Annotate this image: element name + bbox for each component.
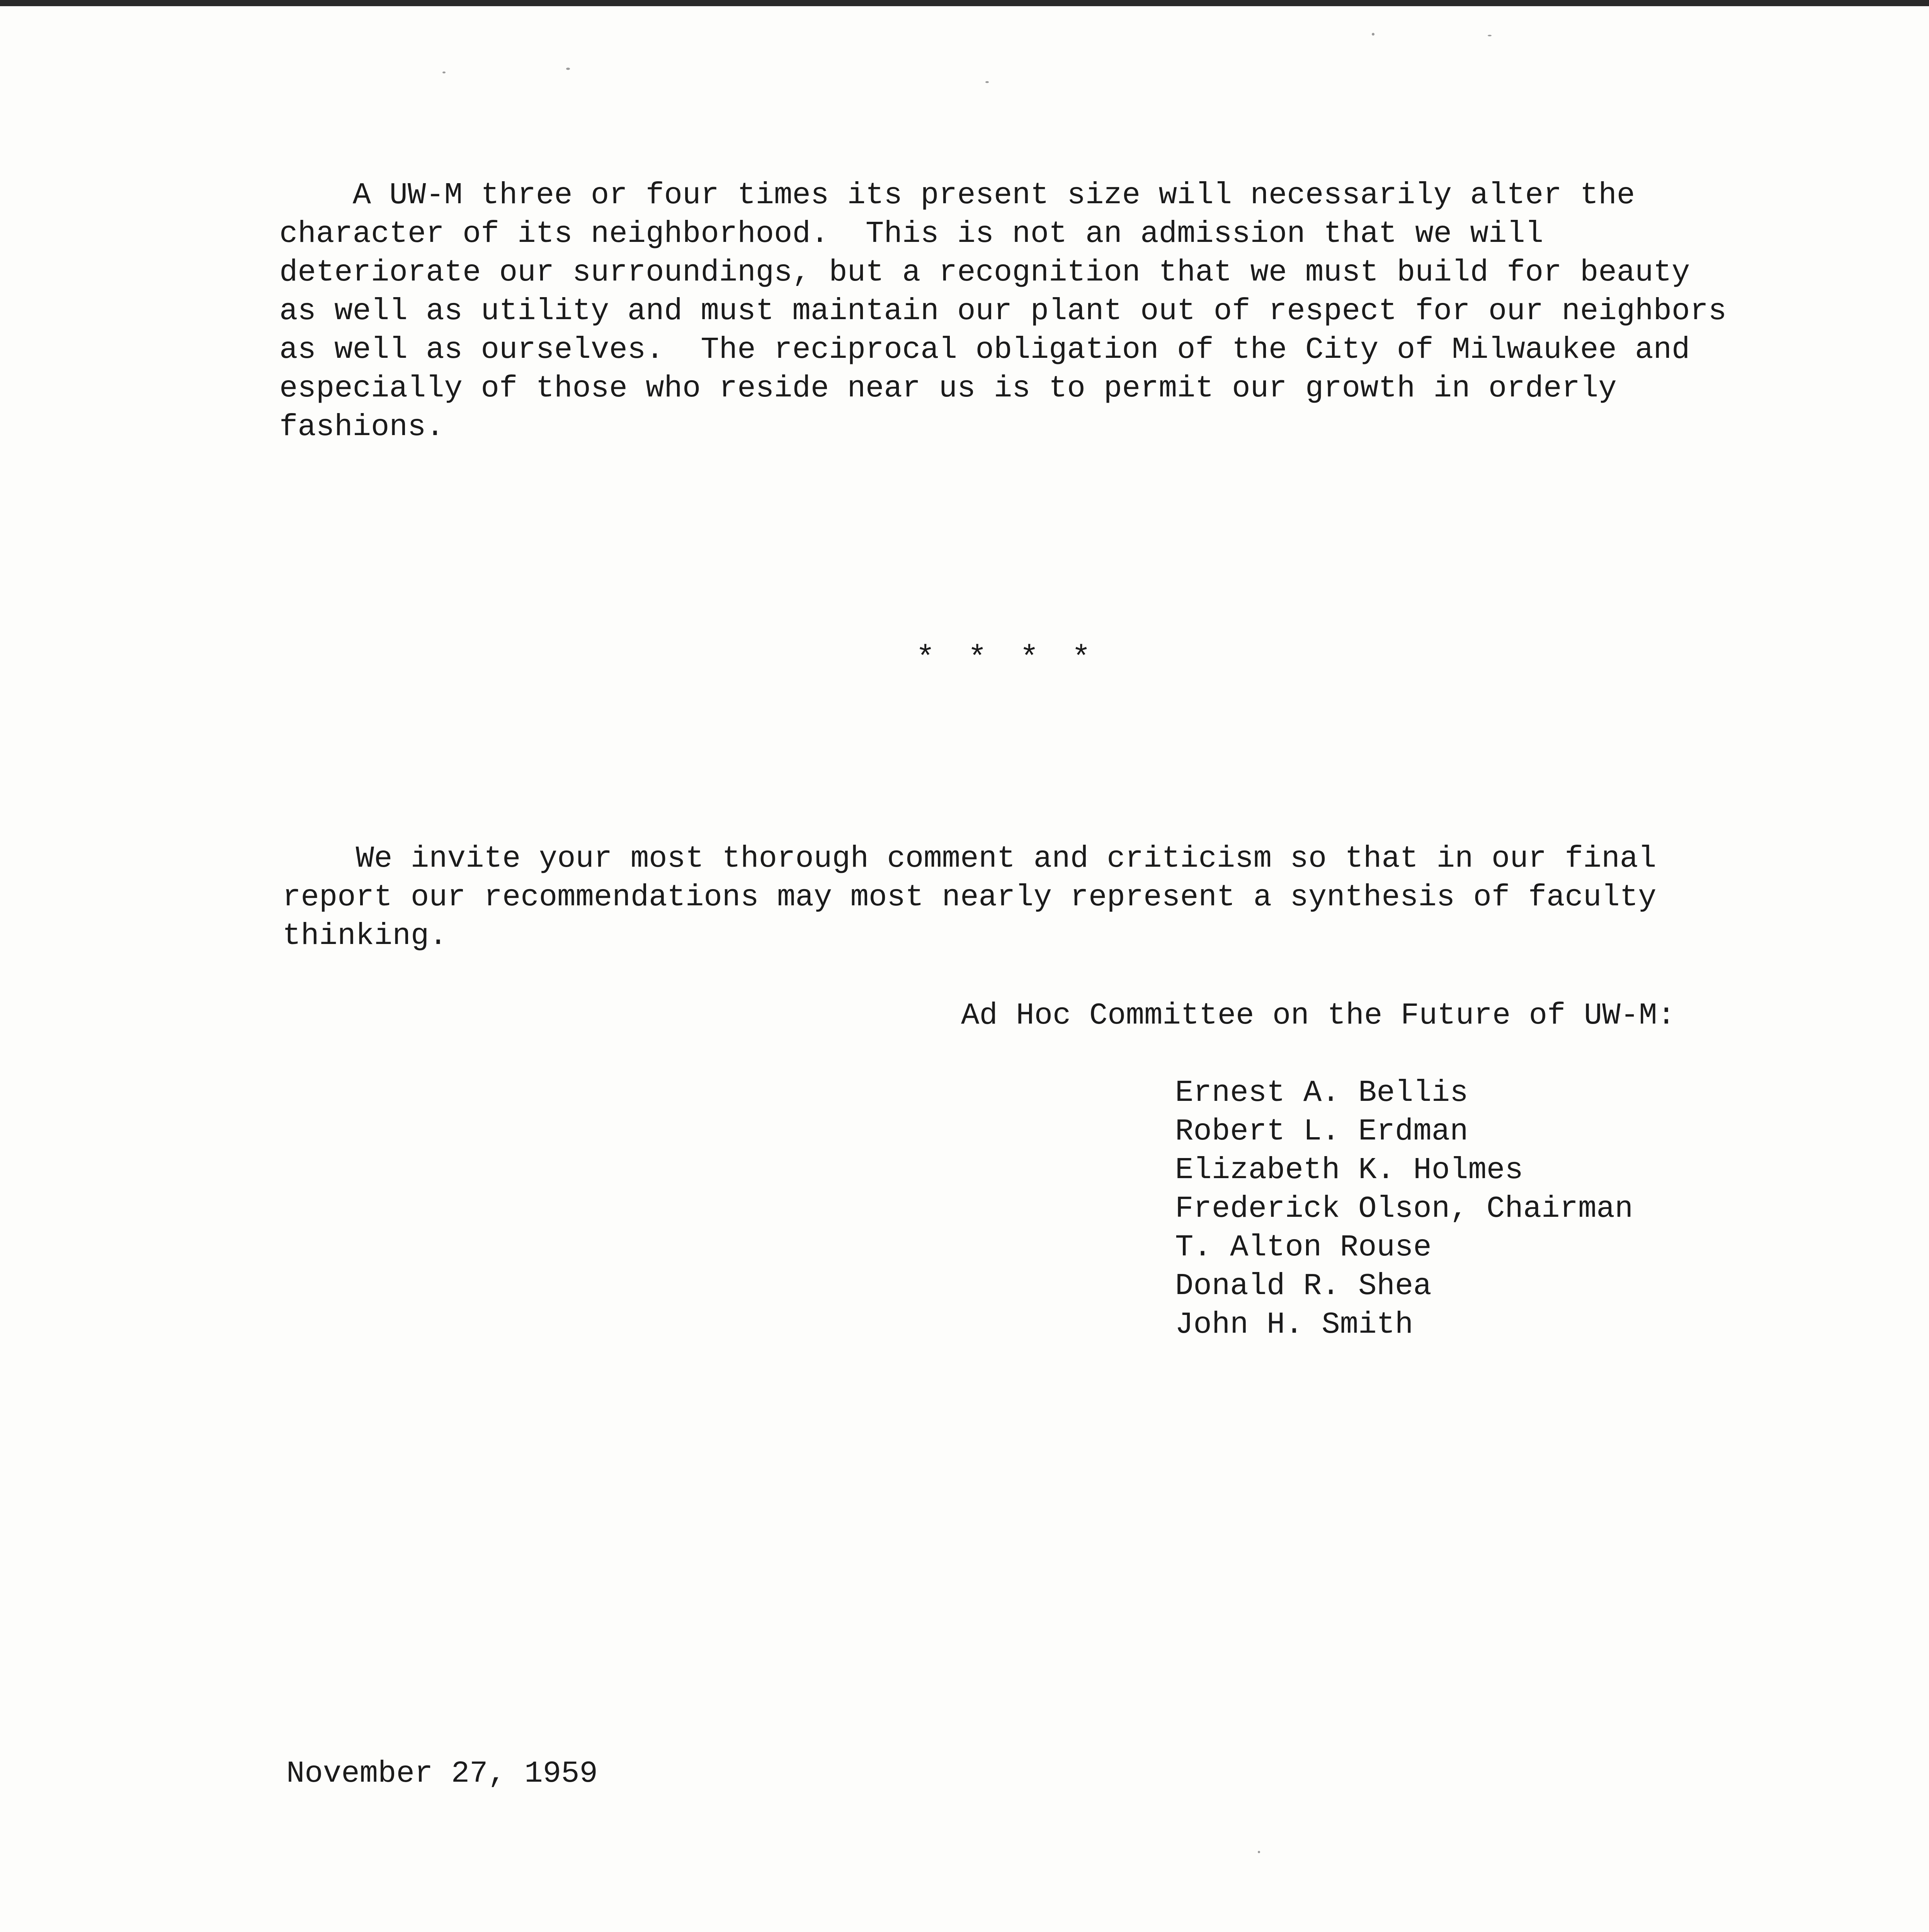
committee-member: Robert L. Erdman	[1175, 1114, 1468, 1149]
scan-speck	[442, 71, 446, 73]
paragraph-line: report our recommendations may most nearly represent a synthesis of faculty	[282, 880, 1657, 915]
paragraph-line: fashions.	[279, 410, 444, 444]
top-border	[0, 0, 1929, 6]
paragraph-line: A UW-M three or four times its present size will necessarily alter the	[279, 178, 1635, 213]
section-separator: * * * *	[916, 641, 1098, 677]
paragraph-line: as well as ourselves. The reciprocal obligation of the City of Milwaukee and	[279, 332, 1690, 367]
scan-speck	[566, 68, 570, 70]
committee-member: John H. Smith	[1175, 1307, 1414, 1342]
document-date: November 27, 1959	[286, 1756, 598, 1791]
committee-member: T. Alton Rouse	[1175, 1230, 1432, 1265]
committee-member: Ernest A. Bellis	[1175, 1075, 1468, 1110]
scan-speck	[1372, 33, 1374, 36]
scan-speck	[1488, 35, 1492, 36]
paragraph-line: character of its neighborhood. This is not an admission that we will	[279, 216, 1544, 251]
paragraph-line: deteriorate our surroundings, but a recognition that we must build for beauty	[279, 255, 1690, 290]
paragraph-line: We invite your most thorough comment and criticism so that in our final	[282, 841, 1657, 876]
committee-member: Frederick Olson, Chairman	[1175, 1191, 1633, 1226]
paragraph-line: thinking.	[282, 918, 447, 953]
scan-speck	[1258, 1851, 1260, 1853]
committee-title: Ad Hoc Committee on the Future of UW-M:	[961, 998, 1676, 1033]
paragraph-line: especially of those who reside near us is to permit our growth in orderly	[279, 371, 1617, 406]
committee-member: Elizabeth K. Holmes	[1175, 1153, 1523, 1187]
committee-member: Donald R. Shea	[1175, 1269, 1432, 1303]
paragraph-line: as well as utility and must maintain our plant out of respect for our neighbors	[279, 294, 1727, 328]
scan-speck	[985, 81, 989, 83]
